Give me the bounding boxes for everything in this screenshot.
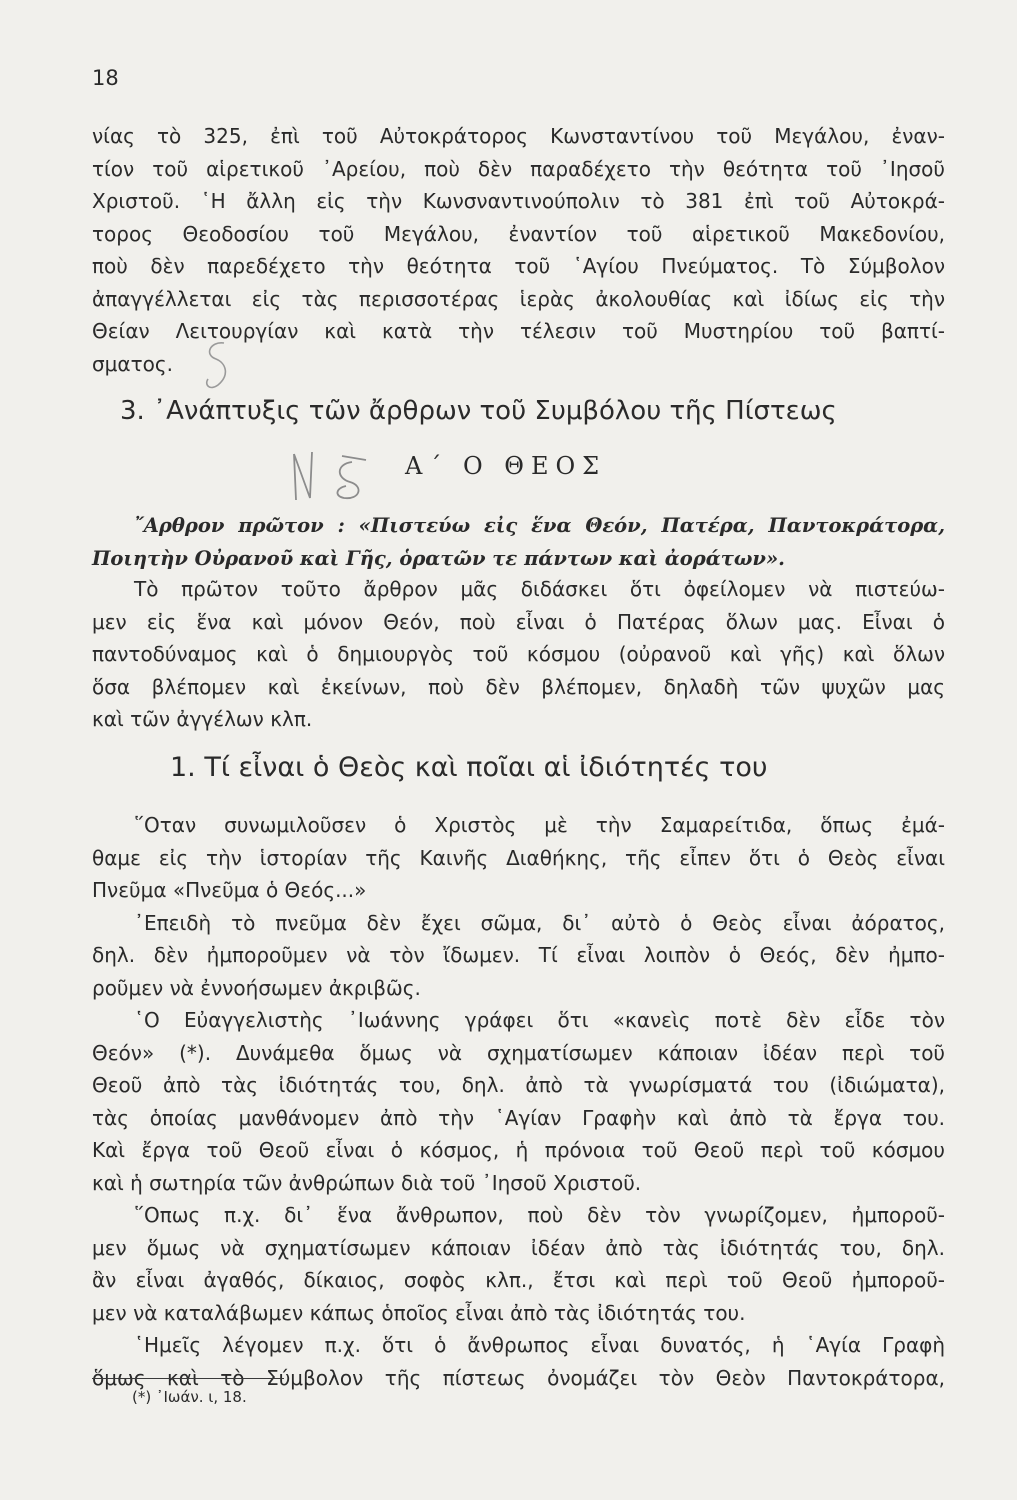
text-line: Θεόν» (*). Δυνάμεθα ὅμως νὰ σχηματίσωμεν κάποιαν ἰδέαν περὶ τοῦ (92, 1040, 945, 1065)
subsection-heading: 1. Τί εἶναι ὁ Θεὸς καὶ ποῖαι αἱ ἰδιότητές του (170, 752, 768, 783)
text-line: ῾Ο Εὐαγγελιστὴς ᾿Ιωάννης γράφει ὅτι «κανεὶς ποτὲ δὲν εἶδε τὸν (134, 1008, 945, 1032)
page-number: 18 (92, 66, 119, 90)
text-line: τὰς ὁποίας μανθάνομεν ἀπὸ τὴν ῾Αγίαν Γραφὴν καὶ ἀπὸ τὰ ἔργα του. (92, 1105, 945, 1130)
creed-text: «Πιστεύω εἰς ἕνα Θεόν, Πατέρα, Παντοκράτορα, (358, 514, 945, 537)
footnote-divider (92, 1378, 284, 1379)
text-line: παντοδύναμος καὶ ὁ δημιουργὸς τοῦ κόσμου (οὐρανοῦ καὶ γῆς) καὶ ὅλων (92, 642, 945, 666)
article-heading: Α΄ Ο ΘΕΟΣ (405, 452, 607, 480)
footnote: (*) ᾿Ιωάν. ι, 18. (132, 1388, 247, 1406)
text-line: ροῦμεν νὰ ἐννοήσωμεν ἀκριβῶς. (92, 975, 421, 1000)
text-line: σματος. (92, 351, 173, 376)
text-line: ποὺ δὲν παρεδέχετο τὴν θεότητα τοῦ ῾Αγίου Πνεύματος. Τὸ Σύμβολον (92, 254, 945, 278)
section-heading: 3. ᾿Ανάπτυξις τῶν ἄρθρων τοῦ Συμβόλου τῆς Πίστεως (120, 396, 837, 426)
text-line: ὅμως καὶ τὸ Σύμβολον τῆς πίστεως ὀνομάζει τὸν Θεὸν Παντοκράτορα, (92, 1365, 945, 1390)
text-line: τίον τοῦ αἱρετικοῦ ᾿Αρείου, ποὺ δὲν παραδέχετο τὴν θεότητα τοῦ ᾿Ιησοῦ (92, 156, 945, 181)
text-line: θαμε εἰς τὴν ἱστορίαν τῆς Καινῆς Διαθήκης, τῆς εἶπεν ὅτι ὁ Θεὸς εἶναι (92, 845, 945, 870)
text-line: μεν νὰ καταλάβωμεν κάπως ὁποῖος εἶναι ἀπὸ τὰς ἰδιότητάς του. (92, 1300, 746, 1325)
text-line: Πνεῦμα «Πνεῦμα ὁ Θεός...» (92, 878, 367, 902)
pencil-mark (190, 335, 240, 405)
creed-line: Ποιητὴν Οὐρανοῦ καὶ Γῆς, ὁρατῶν τε πάντων καὶ ἀοράτων». (92, 546, 785, 570)
text-line: νίας τὸ 325, ἐπὶ τοῦ Αὐτοκράτορος Κωνσταντίνου τοῦ Μεγάλου, ἐναν- (92, 124, 945, 148)
creed-line (92, 510, 945, 543)
text-line: Τὸ πρῶτον τοῦτο ἄρθρον μᾶς διδάσκει ὅτι ὀφείλομεν νὰ πιστεύω- (134, 577, 945, 601)
text-line: Θείαν Λειτουργίαν καὶ κατὰ τὴν τέλεσιν τοῦ Μυστηρίου τοῦ βαπτί- (92, 319, 945, 343)
text-line: καὶ τῶν ἀγγέλων κλπ. (92, 707, 313, 731)
creed-label: ῎Αρθρον πρῶτον : (134, 514, 345, 537)
text-line: δηλ. δὲν ἠμποροῦμεν νὰ τὸν ἴδωμεν. Τί εἶναι λοιπὸν ὁ Θεός, δὲν ἠμπο- (92, 943, 945, 967)
text-line: μεν ὅμως νὰ σχηματίσωμεν κάποιαν ἰδέαν ἀπὸ τὰς ἰδιότητάς του, δηλ. (92, 1235, 945, 1260)
pencil-mark (280, 448, 420, 508)
text-line: ᾿Επειδὴ τὸ πνεῦμα δὲν ἔχει σῶμα, δι᾿ αὐτὸ ὁ Θεὸς εἶναι ἀόρατος, (134, 910, 945, 935)
text-line: μεν εἰς ἕνα καὶ μόνον Θεόν, ποὺ εἶναι ὁ Πατέρας ὅλων μας. Εἶναι ὁ (92, 609, 945, 634)
text-line: ἂν εἶναι ἀγαθός, δίκαιος, σοφὸς κλπ., ἔτσι καὶ περὶ τοῦ Θεοῦ ἠμποροῦ- (92, 1268, 945, 1292)
text-line: Χριστοῦ. ῾Η ἄλλη εἰς τὴν Κωνσναντινούπολιν τὸ 381 ἐπὶ τοῦ Αὐτοκρά- (92, 189, 945, 213)
subsection-body (92, 809, 945, 1394)
text-line: ῾Ημεῖς λέγομεν π.χ. ὅτι ὁ ἄνθρωπος εἶναι δυνατός, ἡ ῾Αγία Γραφὴ (134, 1333, 945, 1357)
text-line: Θεοῦ ἀπὸ τὰς ἰδιότητάς του, δηλ. ἀπὸ τὰ γνωρίσματά του (ἰδιώματα), (92, 1073, 945, 1097)
text-line: ἀπαγγέλλεται εἰς τὰς περισσοτέρας ἱερὰς ἀκολουθίας καὶ ἰδίως εἰς τὴν (92, 286, 945, 311)
text-line: Καὶ ἔργα τοῦ Θεοῦ εἶναι ὁ κόσμος, ἡ πρόνοια τοῦ Θεοῦ περὶ τοῦ κόσμου (92, 1138, 945, 1162)
creed-quote (92, 510, 945, 575)
text-line: ῞Οταν συνωμιλοῦσεν ὁ Χριστὸς μὲ τὴν Σαμαρείτιδα, ὅπως ἐμά- (134, 813, 945, 837)
text-line: τορος Θεοδοσίου τοῦ Μεγάλου, ἐναντίον τοῦ αἱρετικοῦ Μακεδονίου, (92, 221, 945, 246)
text-line: καὶ ἡ σωτηρία τῶν ἀνθρώπων διὰ τοῦ ᾿Ιησοῦ Χριστοῦ. (92, 1170, 642, 1195)
article-paragraph (92, 573, 945, 736)
text-line: ῞Οπως π.χ. δι᾿ ἕνα ἄνθρωπον, ποὺ δὲν τὸν γνωρίζομεν, ἠμποροῦ- (134, 1203, 945, 1227)
text-line: ὅσα βλέπομεν καὶ ἐκείνων, ποὺ δὲν βλέπομεν, δηλαδὴ τῶν ψυχῶν μας (92, 674, 945, 699)
